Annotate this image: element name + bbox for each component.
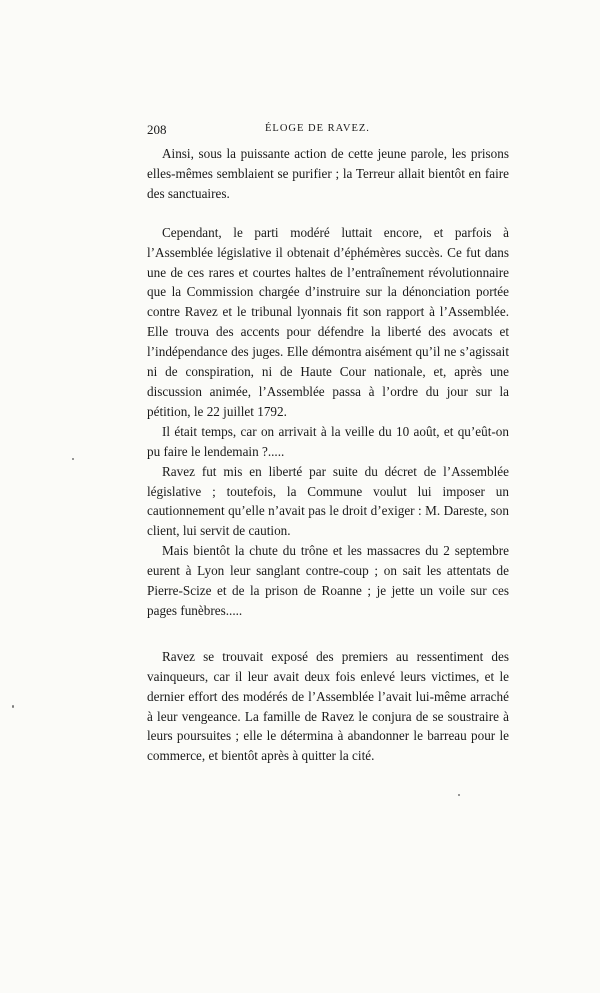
page-body [147,144,509,766]
paragraph-3: Il était temps, car on arrivait à la veille du 10 août, et qu’eût-on pu faire le lendemain ?..... [147,423,509,459]
paragraph-2: Cependant, le parti modéré luttait encore, et parfois à l’Assemblée législative il obtenait d’éphémères succès. Ce fut dans une de ces rares et courtes haltes de l’entraînement révolutionnaire que la Commission chargée d’instruire sur la dénonciation portée contre Ravez et le tribunal lyonnais fit son rapport à l’Assemblée. Elle trouva des accents pour défendre la liberté des avocats et l’indépendance des juges. Elle démontra aisément qu’il ne s’agissait ni de conspiration, ni de Haute Cour nationale, et, après une discussion animée, l’Assemblée passa à l’ordre du jour sur la pétition, le 22 juillet 1792. [147,224,509,419]
paragraph-5: Mais bientôt la chute du trône et les massacres du 2 septembre eurent à Lyon leur sanglant contre-coup ; on sait les attentats de Pierre-Scize et de la prison de Roanne ; je jette un voile sur ces pages funèbres..... [147,543,509,618]
paper-speck [12,705,14,708]
paper-speck [72,458,74,460]
paper-speck [458,794,460,796]
page-number: 208 [147,122,167,137]
paragraph-4: Ravez fut mis en liberté par suite du décret de l’Assemblée législative ; toutefois, la Commune voulut lui imposer un cautionnement qu’elle n’avait pas le droit d’exiger : M. Dareste, son client, lui servit de caution. [147,463,509,539]
page-header [147,122,507,140]
paragraph-1: Ainsi, sous la puissante action de cette jeune parole, les prisons elles-mêmes semblaient se purifier ; la Terreur allait bientôt en faire des sanctuaires. [147,146,509,201]
paragraph-6: Ravez se trouvait exposé des premiers au ressentiment des vainqueurs, car il leur avait deux fois enlevé leurs victimes, et le dernier effort des modérés de l’Assemblée l’avait lui-même arraché à leur vengeance. La famille de Ravez le conjura de se soustraire à leurs poursuites ; elle le détermina à abandonner le barreau pour le commerce, et bientôt après à quitter la cité. [147,648,509,764]
running-title: ÉLOGE DE RAVEZ. [265,123,370,134]
